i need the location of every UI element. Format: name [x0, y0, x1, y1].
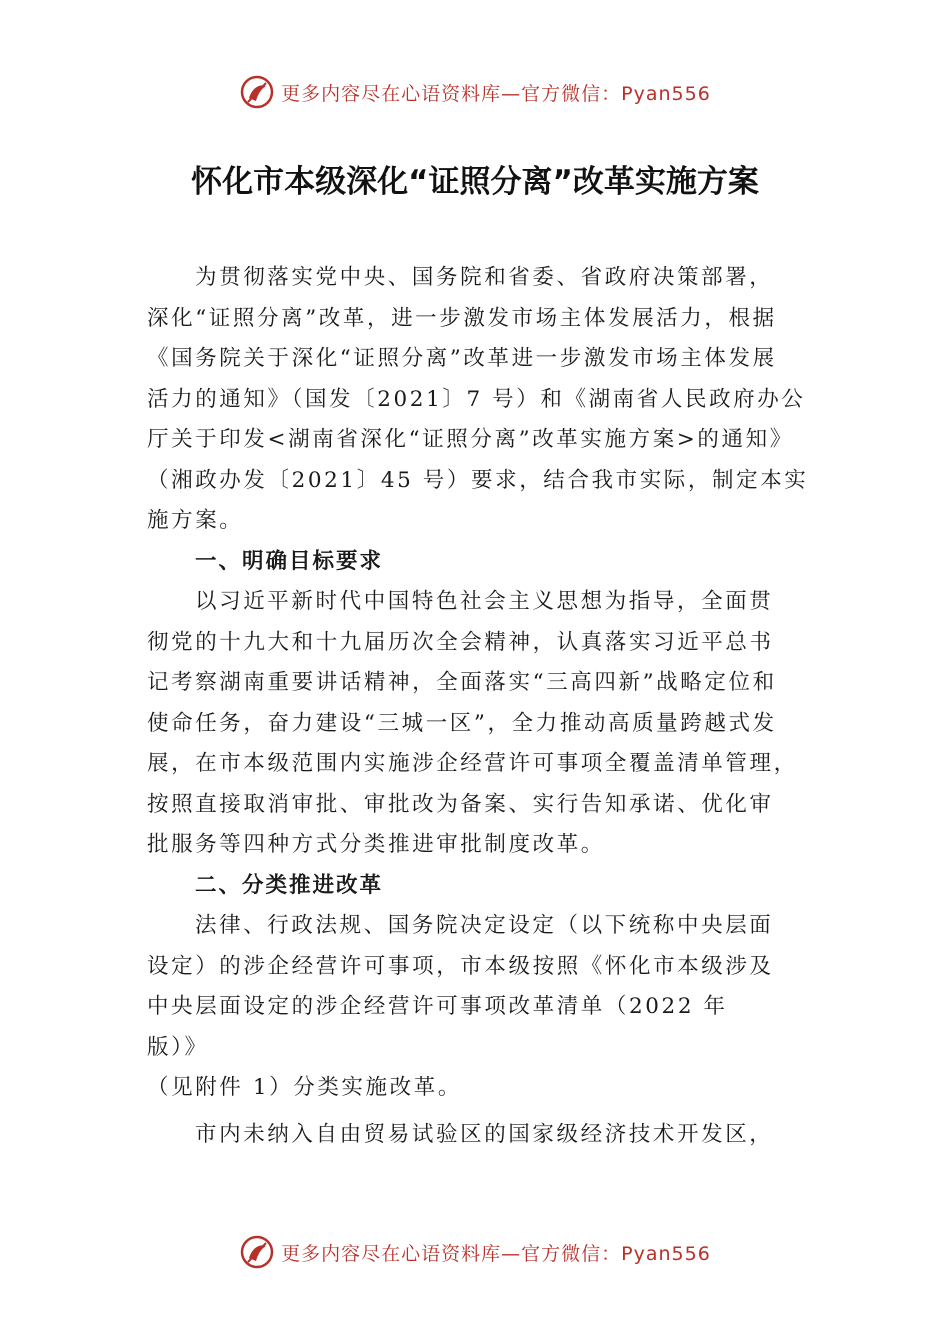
body-text-line: 深化“证照分离”改革，进一步激发市场主体发展活力，根据: [147, 305, 777, 331]
body-text-line: 法律、行政法规、国务院决定设定（以下统称中央层面: [195, 913, 774, 938]
body-text-line: 按照直接取消审批、审批改为备案、实行告知承诺、优化审: [147, 791, 774, 817]
body-text-line: 版）》: [147, 1034, 209, 1060]
document-title: 怀化市本级深化“证照分离”改革实施方案: [191, 164, 759, 200]
section-heading: 一、明确目标要求: [195, 548, 384, 574]
body-text-line: 市内未纳入自由贸易试验区的国家级经济技术开发区，: [195, 1121, 774, 1147]
header-watermark-banner: [0, 72, 950, 112]
body-text-line: 使命任务，奋力建设“三城一区”，全力推动高质量跨越式发: [147, 710, 777, 736]
body-text-line: 《国务院关于深化“证照分离”改革进一步激发市场主体发展: [147, 346, 777, 371]
watermark-text: 更多内容尽在心语资料库—官方微信：Pyan556: [281, 82, 711, 105]
body-text-line: 为贯彻落实党中央、国务院和省委、省政府决策部署，: [195, 265, 774, 290]
body-text-line: （见附件 1）分类实施改革。: [147, 1075, 462, 1100]
brand-logo-icon: [239, 1234, 275, 1270]
body-text-line: 彻党的十九大和十九届历次全会精神，认真落实习近平总书: [147, 629, 774, 655]
section-heading: 二、分类推进改革: [195, 872, 384, 898]
body-text-line: 施方案。: [147, 508, 244, 533]
brand-logo-icon: [239, 74, 275, 110]
body-text-line: 以习近平新时代中国特色社会主义思想为指导，全面贯: [195, 589, 774, 614]
body-text-line: 记考察湖南重要讲话精神，全面落实“三高四新”战略定位和: [147, 670, 777, 695]
body-text-line: 批服务等四种方式分类推进审批制度改革。: [147, 832, 605, 857]
body-text-line: 设定）的涉企经营许可事项，市本级按照《怀化市本级涉及: [147, 953, 774, 979]
footer-watermark-banner: [0, 1232, 950, 1272]
body-text-line: 中央层面设定的涉企经营许可事项改革清单（2022 年: [147, 994, 728, 1019]
body-text-line: 展，在市本级范围内实施涉企经营许可事项全覆盖清单管理，: [147, 751, 798, 776]
body-text-line: （湘政办发〔2021〕45 号）要求，结合我市实际，制定本实: [147, 467, 809, 493]
body-text-line: 活力的通知》（国发〔2021〕7 号）和《湖南省人民政府办公: [147, 386, 806, 412]
watermark-text: 更多内容尽在心语资料库—官方微信：Pyan556: [281, 1242, 711, 1265]
document-body: [147, 258, 809, 1155]
body-text-line: 厅关于印发<湖南省深化“证照分离”改革实施方案>的通知》: [147, 427, 794, 452]
